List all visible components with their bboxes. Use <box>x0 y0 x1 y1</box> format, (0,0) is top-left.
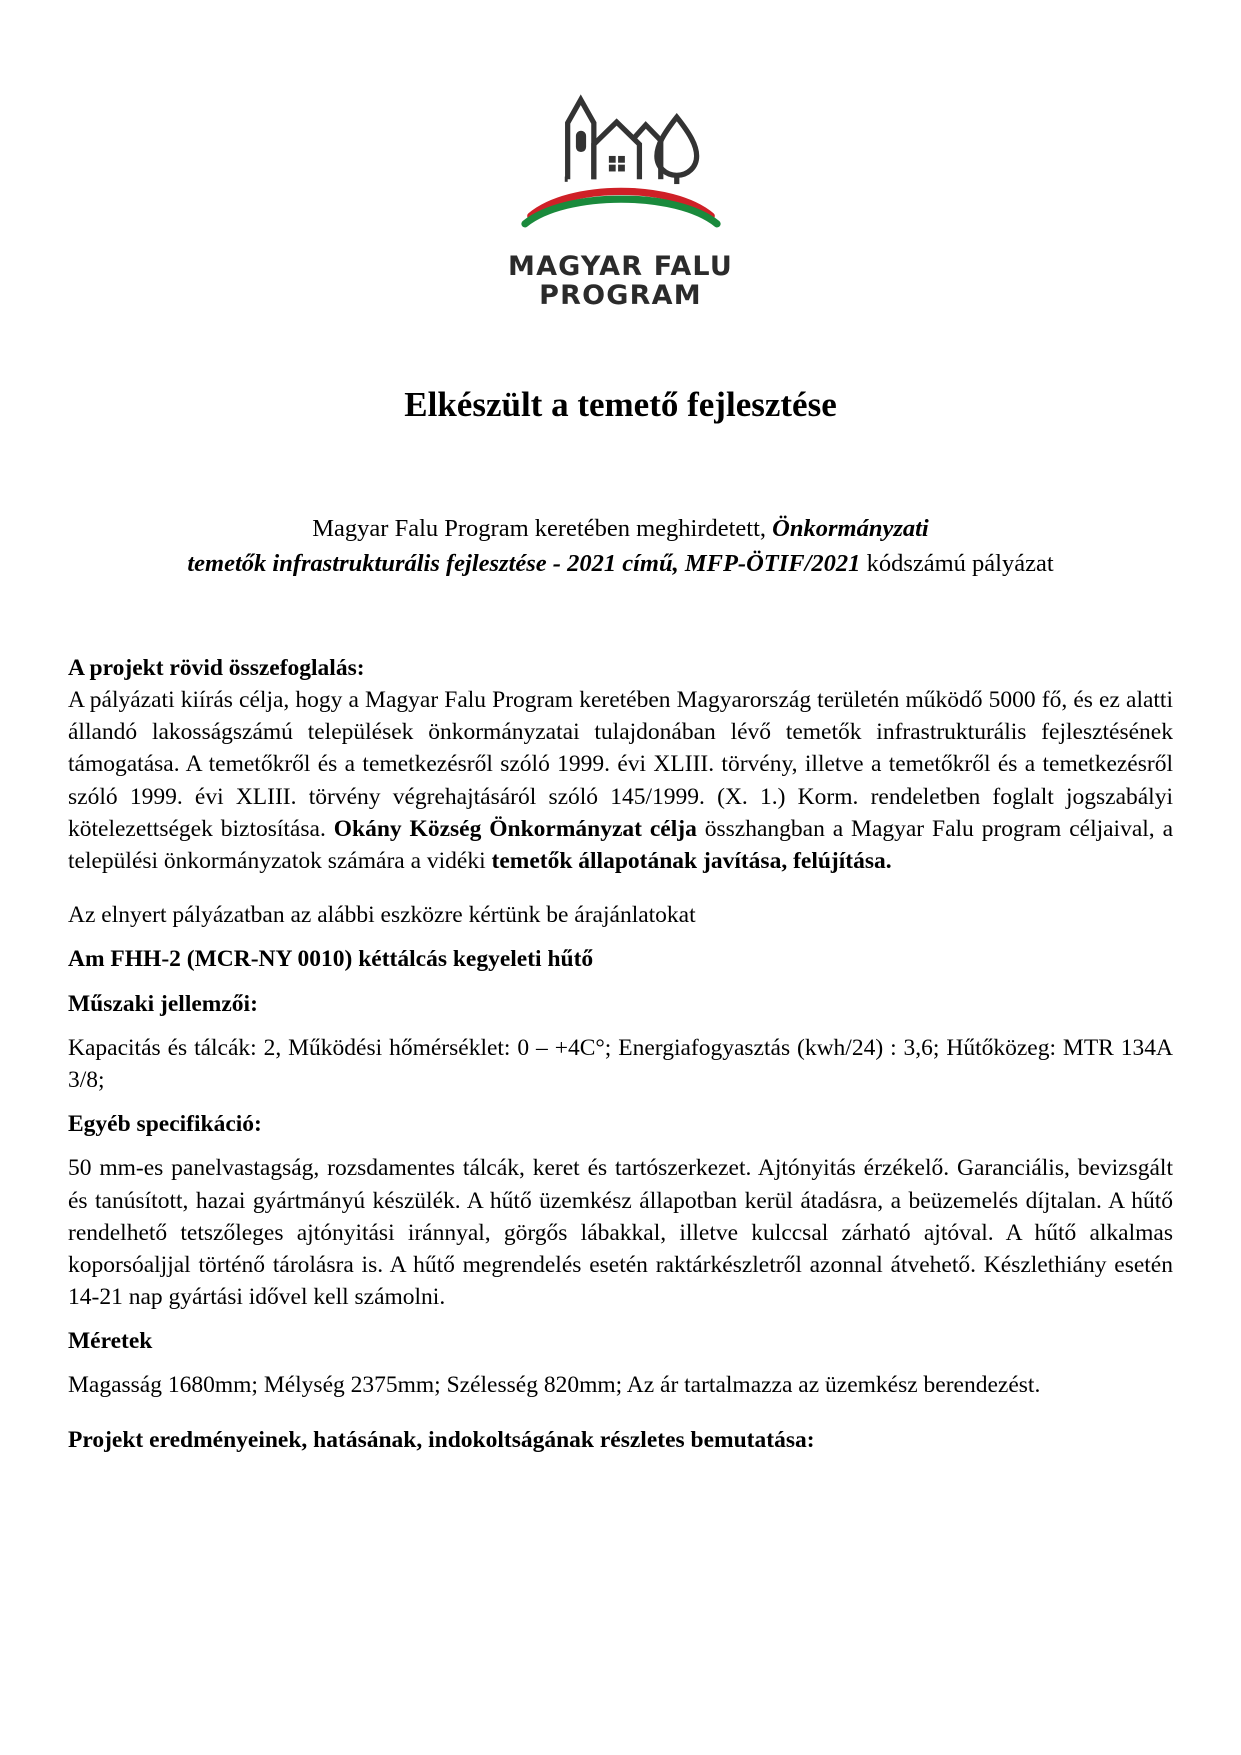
logo-wordmark-line1: MAGYAR FALU <box>508 251 733 282</box>
summary-text-bold-temetok: temetők állapotának javítása, felújítása. <box>491 848 892 874</box>
summary-heading: A projekt rövid összefoglalás: <box>68 654 365 681</box>
subtitle-emph-1: Önkormányzati <box>772 515 929 543</box>
subtitle-emph-2: temetők infrastrukturális fejlesztése - 2021 című, MFP-ÖTIF/2021 <box>187 550 861 578</box>
other-spec-paragraph: 50 mm-es panelvastagság, rozsdamentes tálcák, keret és tartószerkezet. Ajtónyitás érzékelő. Garanciális, bevizsgált és tanúsított, hazai gyártmányú készülék. A hűtő üzemkész állapotban kerül átadásra, a beüzemelés díjtalan. A hűtő rendelhető tetszőleges ajtónyitási iránnyal, görgős lábakkal, illetve kulccsal zárható ajtóval. A hűtő alkalmas koporsóaljjal történő tárolásra is. A hűtő megrendelés esetén raktárkészletről azonnal átvehető. Készlethiány esetén 14-21 nap gyártási idővel kell számolni. <box>68 1155 1173 1311</box>
logo-block <box>68 90 1173 310</box>
page-title: Elkészült a temető fejlesztése <box>404 385 837 425</box>
summary-text-bold-okany: Okány Község Önkormányzat célja <box>333 815 697 842</box>
logo-wordmark-line2: PROGRAM <box>539 280 702 312</box>
subtitle-plain-2: kódszámú pályázat <box>860 550 1054 578</box>
other-spec-heading: Egyéb specifikáció: <box>68 1111 262 1138</box>
document-body <box>68 622 1173 1456</box>
summary-text-c: összhangban a Magyar Falu program céljaival, a települési önkormányzatok számára a vidéki <box>68 815 1174 874</box>
document-subtitle <box>68 512 1173 582</box>
logo-wordmark <box>508 252 733 310</box>
dimensions-paragraph: Magasság 1680mm; Mélység 2375mm; Szélesség 820mm; Az ár tartalmazza az üzemkész berendezést. <box>68 1372 1041 1399</box>
quotes-intro-paragraph: Az elnyert pályázatban az alábbi eszközre kértünk be árajánlatokat <box>68 902 696 929</box>
dimensions-heading: Méretek <box>68 1328 153 1355</box>
technical-heading: Műszaki jellemzői: <box>68 990 258 1017</box>
summary-paragraph <box>68 684 1173 877</box>
results-heading: Projekt eredményeinek, hatásának, indokoltságának részletes bemutatása: <box>68 1426 815 1453</box>
summary-text-a: A pályázati kiírás célja, hogy a Magyar Falu Program keretében Magyarország területén működő 5000 fő, és ez alatti állandó lakosságszámú települések önkormányzatai tulajdonában lévő temetők infrastrukturális fejlesztésének támogatása. A temetőkről és a temetkezésről szóló 1999. évi XLIII. törvény, illetve a temetőkről és a temetkezésről szóló 1999. évi XLIII. törvény végrehajtásáról szóló 145/1999. (X. 1.) Korm. rendeletben foglalt jogszabályi kötelezettségek biztosítása. <box>68 687 1173 842</box>
magyar-falu-program-logo-icon <box>506 90 736 250</box>
technical-specs-paragraph: Kapacitás és tálcák: 2, Működési hőmérséklet: 0 – +4C°; Energiafogyasztás (kwh/24) : 3,6; Hűtőközeg: MTR 134A 3/8; <box>68 1034 1173 1093</box>
subtitle-plain-1: Magyar Falu Program keretében meghirdetett, <box>312 515 773 543</box>
product-name-heading: Am FHH-2 (MCR-NY 0010) kéttálcás kegyeleti hűtő <box>68 946 594 973</box>
